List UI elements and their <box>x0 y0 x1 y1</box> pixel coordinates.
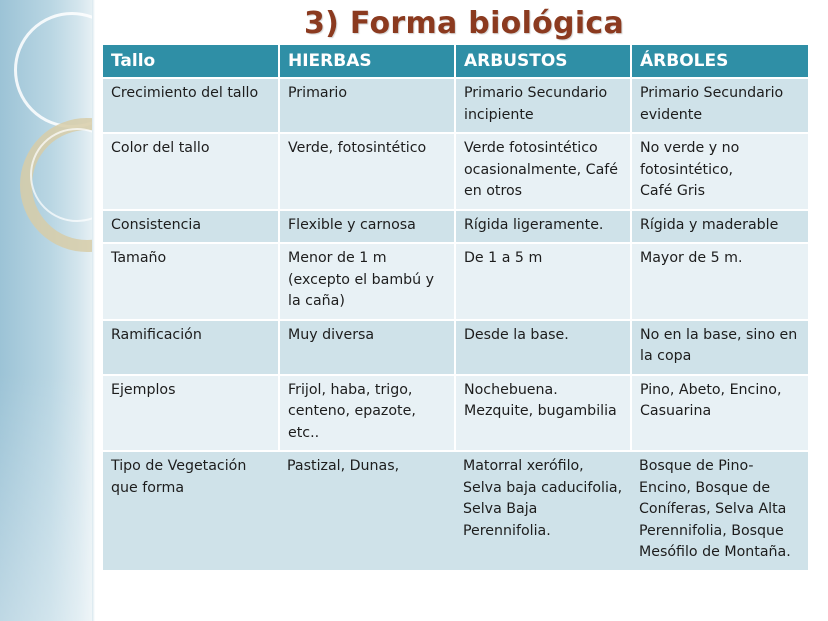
cell-arboles: Bosque de Pino-Encino, Bosque de Coníferas, Selva Alta Perennifolia, Bosque Mesófilo de Montaña. <box>631 451 808 570</box>
header-arboles: ÁRBOLES <box>631 45 808 78</box>
row-label: Crecimiento del tallo <box>103 78 279 133</box>
cell-arbustos: De 1 a 5 m <box>455 243 631 320</box>
strip-edge <box>92 0 95 621</box>
cell-hierbas: Muy diversa <box>279 320 455 375</box>
cell-arbustos: Nochebuena. Mezquite, bugambilia <box>455 375 631 452</box>
table-row <box>103 451 808 570</box>
cell-arboles: Primario Secundario evidente <box>631 78 808 133</box>
cell-arboles: Pino, Abeto, Encino, Casuarina <box>631 375 808 452</box>
table-header-row <box>103 45 808 78</box>
row-label: Ramificación <box>103 320 279 375</box>
cell-hierbas: Frijol, haba, trigo, centeno, epazote, etc.. <box>279 375 455 452</box>
cell-hierbas: Pastizal, Dunas, <box>279 451 455 570</box>
cell-arbustos: Primario Secundario incipiente <box>455 78 631 133</box>
cell-hierbas: Flexible y carnosa <box>279 210 455 244</box>
cell-hierbas: Menor de 1 m (excepto el bambú y la caña) <box>279 243 455 320</box>
row-label: Ejemplos <box>103 375 279 452</box>
table-row <box>103 320 808 375</box>
cell-hierbas: Verde, fotosintético <box>279 133 455 210</box>
cell-hierbas: Primario <box>279 78 455 133</box>
row-label: Consistencia <box>103 210 279 244</box>
cell-arbustos: Rígida ligeramente. <box>455 210 631 244</box>
table-row <box>103 243 808 320</box>
cell-arboles: No en la base, sino en la copa <box>631 320 808 375</box>
row-label: Tamaño <box>103 243 279 320</box>
cell-arbustos: Matorral xerófilo, Selva baja caducifolia, Selva Baja Perennifolia. <box>455 451 631 570</box>
strip-fade <box>0 0 92 621</box>
cell-arbustos: Desde la base. <box>455 320 631 375</box>
row-label: Color del tallo <box>103 133 279 210</box>
header-arbustos: ARBUSTOS <box>455 45 631 78</box>
header-hierbas: HIERBAS <box>279 45 455 78</box>
slide-title: 3) Forma biológica <box>303 6 625 41</box>
table-row <box>103 210 808 244</box>
decorative-side-strip <box>0 0 92 621</box>
row-label: Tipo de Vegetación que forma <box>103 451 279 570</box>
cell-arboles: Mayor de 5 m. <box>631 243 808 320</box>
cell-arboles: No verde y no fotosintético, Café Gris <box>631 133 808 210</box>
cell-arbustos: Verde fotosintético ocasionalmente, Café en otros <box>455 133 631 210</box>
header-tallo: Tallo <box>103 45 279 78</box>
biological-form-table <box>103 45 808 570</box>
table-row <box>103 78 808 133</box>
cell-arboles: Rígida y maderable <box>631 210 808 244</box>
table-row <box>103 133 808 210</box>
table-row <box>103 375 808 452</box>
